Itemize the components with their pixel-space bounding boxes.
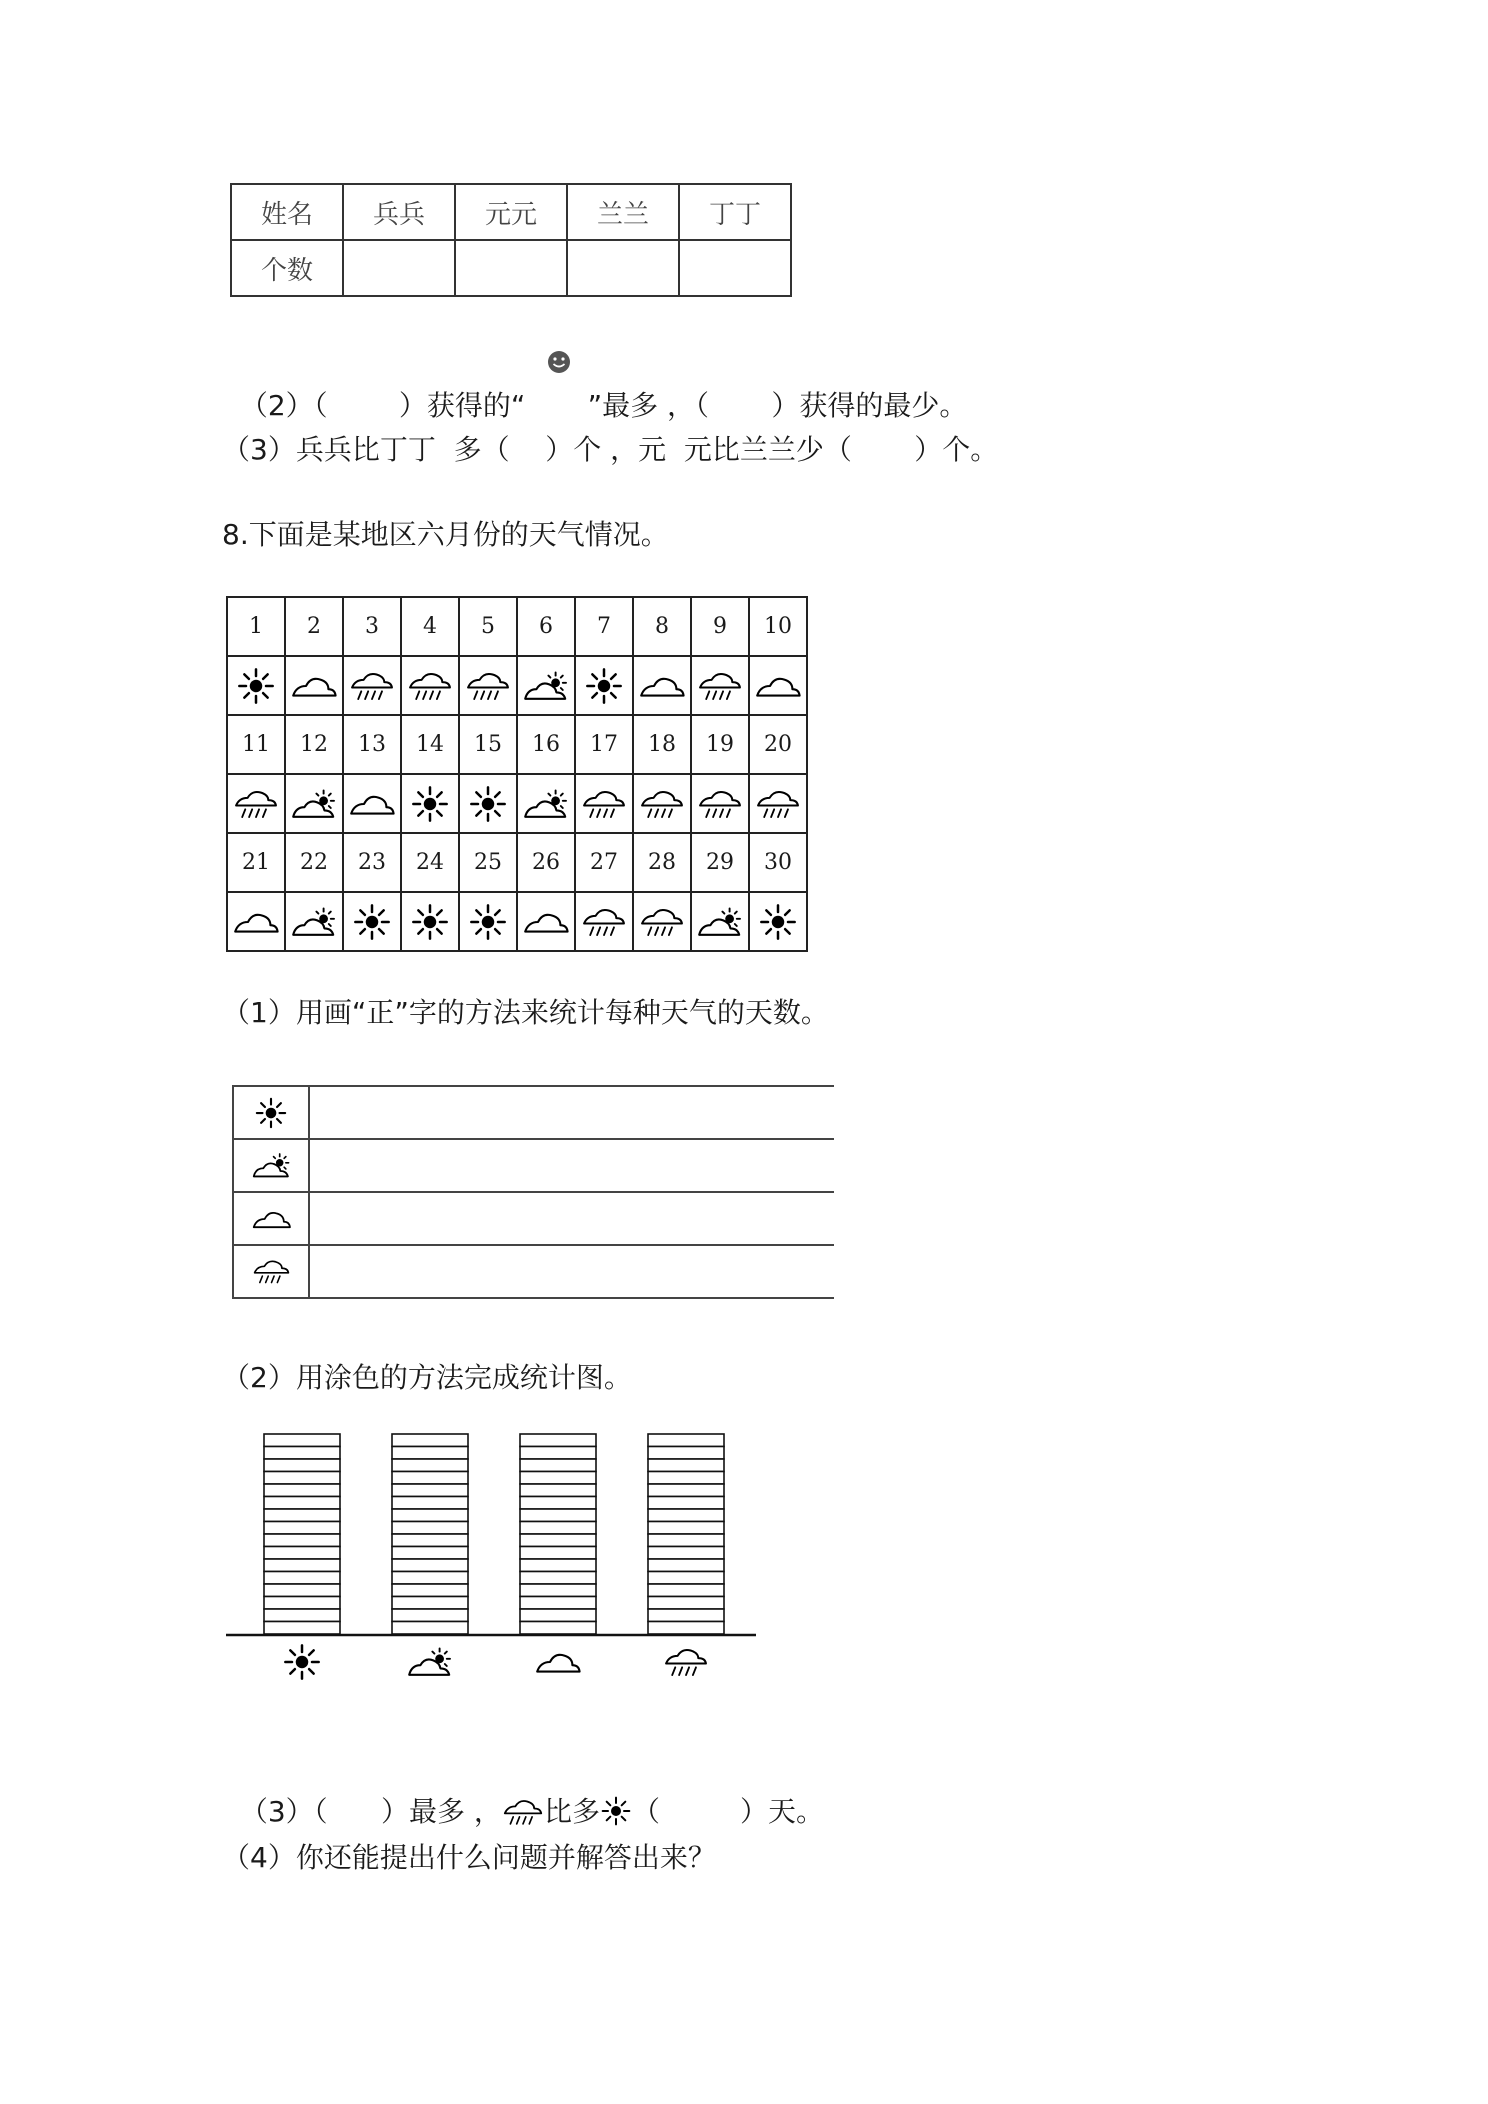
cloud-icon <box>754 671 802 701</box>
score-answer-cell[interactable] <box>455 240 567 296</box>
bar-cell[interactable] <box>648 1447 724 1460</box>
weather-icon-row <box>227 656 807 715</box>
day-number-cell: 3 <box>343 597 401 656</box>
tally-row <box>233 1245 834 1298</box>
day-number-cell: 4 <box>401 597 459 656</box>
weather-icon-cell <box>749 892 807 951</box>
q8-sub1: （1）用画“正”字的方法来统计每种天气的天数。 <box>222 996 829 1029</box>
day-number-cell: 1 <box>227 597 285 656</box>
cloud-icon <box>522 907 570 937</box>
weather-icon-cell <box>343 774 401 833</box>
bar-cell[interactable] <box>264 1597 340 1610</box>
weather-icon-cell <box>517 892 575 951</box>
bar-cell[interactable] <box>392 1447 468 1460</box>
smiley-icon <box>547 350 571 374</box>
sun-icon <box>584 666 624 706</box>
tally-icon-cell <box>233 1192 309 1245</box>
sun-icon <box>236 666 276 706</box>
bar-cell[interactable] <box>520 1559 596 1572</box>
sun-icon <box>410 902 450 942</box>
weather-icon-cell <box>633 892 691 951</box>
weather-icon-cell <box>749 774 807 833</box>
day-number-cell: 19 <box>691 715 749 774</box>
bar-cell[interactable] <box>392 1547 468 1560</box>
tally-answer-cell[interactable] <box>309 1139 834 1192</box>
day-number-cell: 28 <box>633 833 691 892</box>
rain-icon <box>639 788 685 820</box>
bar-cell[interactable] <box>264 1472 340 1485</box>
weather-icon-cell <box>691 774 749 833</box>
score-answer-cell[interactable] <box>679 240 791 296</box>
bar-column[interactable] <box>520 1434 596 1634</box>
rain-icon <box>233 788 279 820</box>
coloring-bar-chart[interactable] <box>220 1430 760 1710</box>
bar-cell[interactable] <box>520 1584 596 1597</box>
bar-cell[interactable] <box>520 1484 596 1497</box>
rain-icon <box>407 670 453 702</box>
score-name-cell: 兵兵 <box>343 184 455 240</box>
bar-cell[interactable] <box>392 1434 468 1447</box>
cloud-icon <box>232 907 280 937</box>
weather-icon-cell <box>401 774 459 833</box>
bar-cell[interactable] <box>520 1572 596 1585</box>
weather-icon-cell <box>459 656 517 715</box>
q8-sub3-part-b: 比多 <box>543 1795 600 1828</box>
day-number-cell: 22 <box>285 833 343 892</box>
rain-icon <box>252 1258 291 1285</box>
bar-cell[interactable] <box>520 1447 596 1460</box>
weather-icon-cell <box>575 892 633 951</box>
weather-icon-cell <box>517 774 575 833</box>
weather-day-row <box>227 833 807 892</box>
partly-cloudy-icon <box>290 905 338 939</box>
day-number-cell: 7 <box>575 597 633 656</box>
bar-cell[interactable] <box>264 1534 340 1547</box>
bar-cell[interactable] <box>520 1497 596 1510</box>
day-number-cell: 10 <box>749 597 807 656</box>
rain-icon <box>697 788 743 820</box>
bar-cell[interactable] <box>264 1522 340 1535</box>
sun-icon <box>468 784 508 824</box>
weather-icon-cell <box>575 656 633 715</box>
bar-cell[interactable] <box>264 1459 340 1472</box>
partly-cloudy-icon <box>522 669 570 703</box>
bar-cell[interactable] <box>648 1609 724 1622</box>
rain-icon <box>581 906 627 938</box>
day-number-cell: 14 <box>401 715 459 774</box>
bar-column[interactable] <box>648 1434 724 1634</box>
partly-cloudy-icon <box>290 787 338 821</box>
partly-cloudy-icon <box>522 787 570 821</box>
day-number-cell: 12 <box>285 715 343 774</box>
tally-answer-cell[interactable] <box>309 1192 834 1245</box>
day-number-cell: 20 <box>749 715 807 774</box>
rain-icon <box>465 670 511 702</box>
q8-sub4: （4）你还能提出什么问题并解答出来？ <box>222 1841 716 1874</box>
bar-cell[interactable] <box>520 1597 596 1610</box>
day-number-cell: 6 <box>517 597 575 656</box>
weather-icon-cell <box>691 656 749 715</box>
cloud-icon <box>638 671 686 701</box>
q8-sub3-part-a: （3）（ ）最多 ， <box>239 1795 502 1828</box>
q7-sub2-text: （2）（ ）获得的“ ”最多 ，（ ）获得的最少。 <box>239 389 968 422</box>
weather-table <box>226 596 808 952</box>
day-number-cell: 24 <box>401 833 459 892</box>
day-number-cell: 5 <box>459 597 517 656</box>
rain-icon <box>639 906 685 938</box>
sun-icon <box>285 1645 318 1678</box>
sun-icon <box>254 1096 288 1130</box>
score-row-label: 个数 <box>231 240 343 296</box>
bar-cell[interactable] <box>520 1609 596 1622</box>
tally-icon-cell <box>233 1245 309 1298</box>
weather-icon-cell <box>401 892 459 951</box>
day-number-cell: 27 <box>575 833 633 892</box>
sun-icon <box>410 784 450 824</box>
weather-icon-cell <box>401 656 459 715</box>
q8-title: 8.下面是某地区六月份的天气情况。 <box>222 518 669 551</box>
bar-column[interactable] <box>264 1434 340 1634</box>
bar-cell[interactable] <box>264 1547 340 1560</box>
tally-icon-cell <box>233 1086 309 1139</box>
weather-icon-cell <box>285 656 343 715</box>
bar-cell[interactable] <box>520 1434 596 1447</box>
q8-sub3-part-c: （ ）天。 <box>631 1795 825 1828</box>
bar-cell[interactable] <box>520 1459 596 1472</box>
bar-cell[interactable] <box>392 1472 468 1485</box>
bar-cell[interactable] <box>264 1609 340 1622</box>
rain-icon <box>502 1797 544 1827</box>
bar-cell[interactable] <box>648 1522 724 1535</box>
score-answer-cell[interactable] <box>567 240 679 296</box>
bar-cell[interactable] <box>520 1547 596 1560</box>
day-number-cell: 29 <box>691 833 749 892</box>
bar-cell[interactable] <box>648 1484 724 1497</box>
day-number-cell: 23 <box>343 833 401 892</box>
bar-cell[interactable] <box>264 1497 340 1510</box>
weather-icon-cell <box>343 656 401 715</box>
partly-cloudy-icon <box>409 1648 450 1674</box>
weather-icon-row <box>227 892 807 951</box>
weather-icon-cell <box>691 892 749 951</box>
day-number-cell: 30 <box>749 833 807 892</box>
bar-cell[interactable] <box>648 1572 724 1585</box>
day-number-cell: 26 <box>517 833 575 892</box>
partly-cloudy-icon <box>696 905 744 939</box>
weather-icon-cell <box>343 892 401 951</box>
rain-icon <box>349 670 395 702</box>
sun-icon <box>758 902 798 942</box>
bar-cell[interactable] <box>648 1597 724 1610</box>
day-number-cell: 16 <box>517 715 575 774</box>
bar-cell[interactable] <box>392 1522 468 1535</box>
day-number-cell: 15 <box>459 715 517 774</box>
bar-cell[interactable] <box>392 1572 468 1585</box>
weather-icon-cell <box>575 774 633 833</box>
sun-icon <box>600 1795 632 1827</box>
weather-icon-cell <box>459 774 517 833</box>
cloud-icon <box>348 789 396 819</box>
rain-icon <box>666 1650 706 1675</box>
bar-cell[interactable] <box>392 1534 468 1547</box>
bar-cell[interactable] <box>648 1622 724 1635</box>
tally-row <box>233 1192 834 1245</box>
score-table-header-row <box>231 184 791 240</box>
cloud-icon <box>537 1655 579 1672</box>
cloud-icon <box>290 671 338 701</box>
bar-cell[interactable] <box>392 1584 468 1597</box>
bar-cell[interactable] <box>648 1459 724 1472</box>
day-number-cell: 13 <box>343 715 401 774</box>
bar-cell[interactable] <box>648 1559 724 1572</box>
bar-column[interactable] <box>392 1434 468 1634</box>
day-number-cell: 11 <box>227 715 285 774</box>
tally-row <box>233 1086 834 1139</box>
weather-icon-cell <box>749 656 807 715</box>
bar-cell[interactable] <box>264 1447 340 1460</box>
bar-cell[interactable] <box>520 1534 596 1547</box>
bar-cell[interactable] <box>520 1522 596 1535</box>
score-header-label: 姓名 <box>231 184 343 240</box>
bar-cell[interactable] <box>264 1559 340 1572</box>
bar-cell[interactable] <box>264 1622 340 1635</box>
day-number-cell: 25 <box>459 833 517 892</box>
bar-cell[interactable] <box>264 1584 340 1597</box>
tally-table <box>232 1085 834 1299</box>
score-name-cell: 兰兰 <box>567 184 679 240</box>
tally-row <box>233 1139 834 1192</box>
score-name-cell: 元元 <box>455 184 567 240</box>
bar-cell[interactable] <box>392 1509 468 1522</box>
rain-icon <box>581 788 627 820</box>
tally-answer-cell[interactable] <box>309 1086 834 1139</box>
bar-cell[interactable] <box>648 1584 724 1597</box>
cloud-icon <box>251 1206 292 1232</box>
weather-icon-cell <box>285 892 343 951</box>
q8-sub3 <box>222 1752 824 1832</box>
weather-icon-cell <box>227 656 285 715</box>
score-table <box>230 183 792 297</box>
bar-cell[interactable] <box>264 1509 340 1522</box>
tally-icon-cell <box>233 1139 309 1192</box>
rain-icon <box>755 788 801 820</box>
weather-icon-cell <box>517 656 575 715</box>
weather-day-row <box>227 715 807 774</box>
weather-icon-row <box>227 774 807 833</box>
weather-icon-cell <box>459 892 517 951</box>
bar-cell[interactable] <box>520 1472 596 1485</box>
sun-icon <box>352 902 392 942</box>
bar-cell[interactable] <box>392 1484 468 1497</box>
weather-icon-cell <box>227 774 285 833</box>
bar-cell[interactable] <box>648 1434 724 1447</box>
weather-icon-cell <box>285 774 343 833</box>
day-number-cell: 18 <box>633 715 691 774</box>
partly-cloudy-icon <box>251 1151 292 1180</box>
bar-cell[interactable] <box>264 1434 340 1447</box>
rain-icon <box>697 670 743 702</box>
bar-cell[interactable] <box>520 1622 596 1635</box>
bar-cell[interactable] <box>648 1472 724 1485</box>
day-number-cell: 17 <box>575 715 633 774</box>
score-answer-cell[interactable] <box>343 240 455 296</box>
score-name-cell: 丁丁 <box>679 184 791 240</box>
bar-cell[interactable] <box>520 1509 596 1522</box>
day-number-cell: 9 <box>691 597 749 656</box>
bar-cell[interactable] <box>392 1609 468 1622</box>
weather-icon-cell <box>227 892 285 951</box>
weather-day-row <box>227 597 807 656</box>
day-number-cell: 2 <box>285 597 343 656</box>
weather-icon-cell <box>633 774 691 833</box>
sun-icon <box>468 902 508 942</box>
bar-cell[interactable] <box>648 1509 724 1522</box>
q7-sub3: （3）兵兵比丁丁 多（ ）个 ，元 元比兰兰少（ ）个。 <box>222 433 999 466</box>
tally-answer-cell[interactable] <box>309 1245 834 1298</box>
bar-cell[interactable] <box>392 1597 468 1610</box>
score-table-count-row <box>231 240 791 296</box>
bar-cell[interactable] <box>648 1547 724 1560</box>
q7-sub2 <box>222 346 967 426</box>
bar-cell[interactable] <box>264 1484 340 1497</box>
day-number-cell: 8 <box>633 597 691 656</box>
bar-cell[interactable] <box>264 1572 340 1585</box>
bar-cell[interactable] <box>648 1497 724 1510</box>
day-number-cell: 21 <box>227 833 285 892</box>
bar-cell[interactable] <box>648 1534 724 1547</box>
bar-cell[interactable] <box>392 1497 468 1510</box>
weather-icon-cell <box>633 656 691 715</box>
q8-sub2: （2）用涂色的方法完成统计图。 <box>222 1361 632 1394</box>
bar-cell[interactable] <box>392 1559 468 1572</box>
bar-cell[interactable] <box>392 1459 468 1472</box>
bar-cell[interactable] <box>392 1622 468 1635</box>
